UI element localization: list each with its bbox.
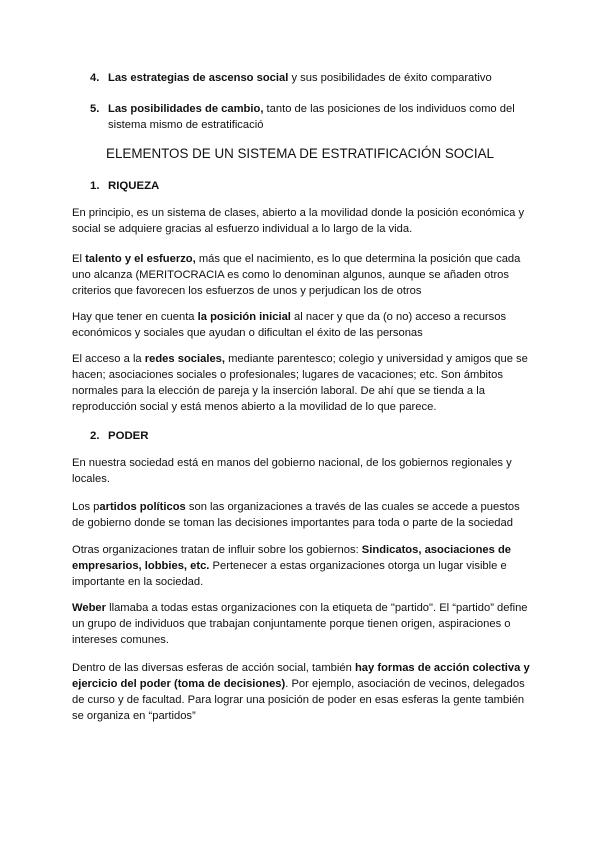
p4-b: redes sociales, [144,353,225,365]
list-number: 5. [90,103,100,115]
subheading-title: RIQUEZA [108,180,160,192]
paragraph-3 [72,309,532,341]
p6-c: son las organizaciones a través de las cuales se accede a puestos de gobierno donde se toman las decisiones importantes para toda o parte de la sociedad [72,501,520,529]
paragraph-9 [72,660,532,724]
paragraph-7 [72,542,532,590]
p8-b: Weber [72,602,106,614]
p9-b: hay formas de acción colectiva y ejercicio del poder (toma de decisiones) [72,662,530,690]
list-number: 4. [90,72,100,84]
p3-a: Hay que tener en cuenta [72,311,198,323]
list-bold: Las estrategias de ascenso social [108,72,289,84]
section-heading: ELEMENTOS DE UN SISTEMA DE ESTRATIFICACIÓN SOCIAL [106,146,494,161]
p7-b: Sindicatos, asociaciones de empresarios, lobbies, etc. [72,544,512,572]
p9-c: . Por ejemplo, asociación de vecinos, delegados de curso y de facultad. Para lograr una posición de poder en esas esferas la gente también se organiza en “partidos” [72,678,525,722]
list-text [108,101,530,133]
p3-c: al nacer y que da (o no) acceso a recursos económicos y sociales que ayudan o dificultan el éxito de las personas [72,311,507,339]
p4-a: El acceso a la [72,353,145,365]
p2-c: más que el nacimiento, es lo que determina la posición que cada uno alcanza (MERITOCRACIA es como lo denominan algunos, aunque se añaden otros criterios que favorecen los esfuerzos de unos y perjudican los de otros [72,253,521,297]
paragraph-4 [72,351,532,415]
list-item-5 [90,101,530,133]
p2-a: El [72,253,86,265]
list-bold: Las posibilidades de cambio, [108,103,264,115]
subheading-number: 2. [90,430,100,442]
p4-c: mediante parentesco; colegio y universidad y amigos que se hacen; asociaciones sociales o profesionales; lugares de vacaciones; etc. Son ámbitos normales para la elección de pareja y la inserción laboral. De ahí que se tienda a la reproducción social y está menos abierto a la movilidad de lo que parece. [72,353,528,413]
paragraph-5: En nuestra sociedad está en manos del gobierno nacional, de los gobiernos regionales y locales. [72,457,512,485]
list-rest: y sus posibilidades de éxito comparativo [288,72,492,84]
paragraph-8 [72,600,532,648]
p8-c: llamaba a todas estas organizaciones con la etiqueta de "partido". El “partido” define un grupo de individuos que trabajan conjuntamente porque tienen origen, aspiraciones o intereses comunes. [72,602,528,646]
p3-b: la posición inicial [197,311,291,323]
subheading-title: PODER [108,430,149,442]
paragraph-2 [72,251,532,299]
p9-a: Dentro de las diversas esferas de acción social, también [72,662,355,674]
p2-b: talento y el esfuerzo, [85,253,196,265]
list-item-4 [90,70,530,86]
p7-c: Pertenecer a estas organizaciones otorga un lugar visible e importante en la sociedad. [72,560,507,588]
paragraph-1: En principio, es un sistema de clases, abierto a la movilidad donde la posición económica y social se adquiere gracias al esfuerzo individual a lo largo de la vida. [72,207,525,235]
list-text [108,70,530,86]
subheading-poder [90,428,149,444]
p6-a: Los p [72,501,100,513]
list-rest: tanto de las posiciones de los individuos como del sistema mismo de estratificació [108,103,515,131]
p7-a: Otras organizaciones tratan de influir sobre los gobiernos: [72,544,362,556]
subheading-number: 1. [90,180,100,192]
paragraph-6 [72,499,532,531]
subheading-riqueza [90,178,159,194]
p6-b: artidos políticos [99,501,186,513]
